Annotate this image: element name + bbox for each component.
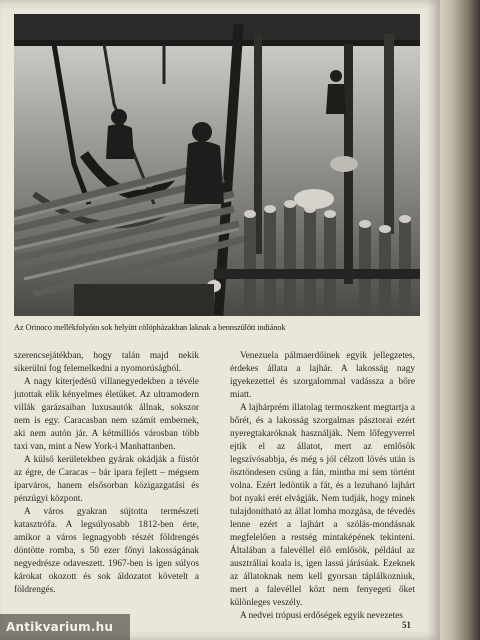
paragraph: A nedvei trópusi erdőségek egyik nevezetes (240, 611, 403, 621)
left-text-column (14, 350, 199, 597)
page-number: 51 (402, 620, 411, 630)
next-page-edge (440, 0, 480, 640)
paragraph: A lajhárprém illatolag termoszkent megtartja a bőrét, és a lakosság szorgalmas pásztorai ezért nyeregtakaróknak használják. Nem lőfegyverrel ejtik el az állatot, mert az emlősök legszívósabbja, és még s jól célzott lövés után is ösztöndesen csüng a fán, mintha mi sem történt volna. Ezért ledöntik a fát, és a lezuhanó lajhárt bot nyaki erét elvágják. Nem tudják, hogy minek tulajdonítható az állat lomha mozgása, de tévedés lenne ezért a lajhárt a szólás-mondásnak megfelelően a restség mintaképének tekinteni. Általában a falevéllel élő emlősök, például az ausztráliai koala is, igen lassú járásúak. Ezeknek az állatoknak nem kell gyorsan táplálkozniuk, mert a falevéllel közt nem fenyegeti őket különleges veszély. (230, 403, 415, 608)
watermark-logo: Antikvarium.hu (0, 614, 130, 640)
right-text-column (230, 350, 415, 623)
photo-caption: Az Orinoco mellékfolyóin sok helyütt cölöpházakban laknak a bennszülött indiánok (14, 323, 286, 332)
paragraph: Venezuela pálmaerdőinek egyik jellegzetes, érdekes állata a lajhár. A lakosság nagy igyekezettel és szorgalommal vadássza a bőre miatt. (230, 351, 415, 400)
paragraph: A külső kerületekben gyárak okádják a füstöt az égre, de Caracas – bár ipara fejlett – mégsem iparváros, hanem elsősorban közigazgatási és pénzügyi központ. (14, 455, 199, 504)
paragraph: szerencsejátékban, hogy talán majd nekik sikerülni fog felemelkedni a nyomorúságból. (14, 351, 199, 374)
paragraph: A város gyakran sújtotta természeti katasztrófa. A legsúlyosabb 1812-ben érte, amikor a város legnagyobb részét földrengés döntötte romba, s 50 ezer főnyi lakosságának negyedrésze odaveszett. 1967-ben is igen súlyos károkat okozott és sok áldozatot követelt a földrengés. (14, 507, 199, 595)
paragraph: A nagy kiterjedésű villanegyedekben a tévéle jutottak elik kényelmes életüket. Az ultramodern villák garázsaiban luxusautók állnak, sokszor nem is egy. Caracasban nem számít embernek, aki nem autón jár. A kétmilliós városban több taxi van, mint a New York-i Manhattanben. (14, 377, 199, 452)
stilt-house-photo (14, 14, 420, 316)
